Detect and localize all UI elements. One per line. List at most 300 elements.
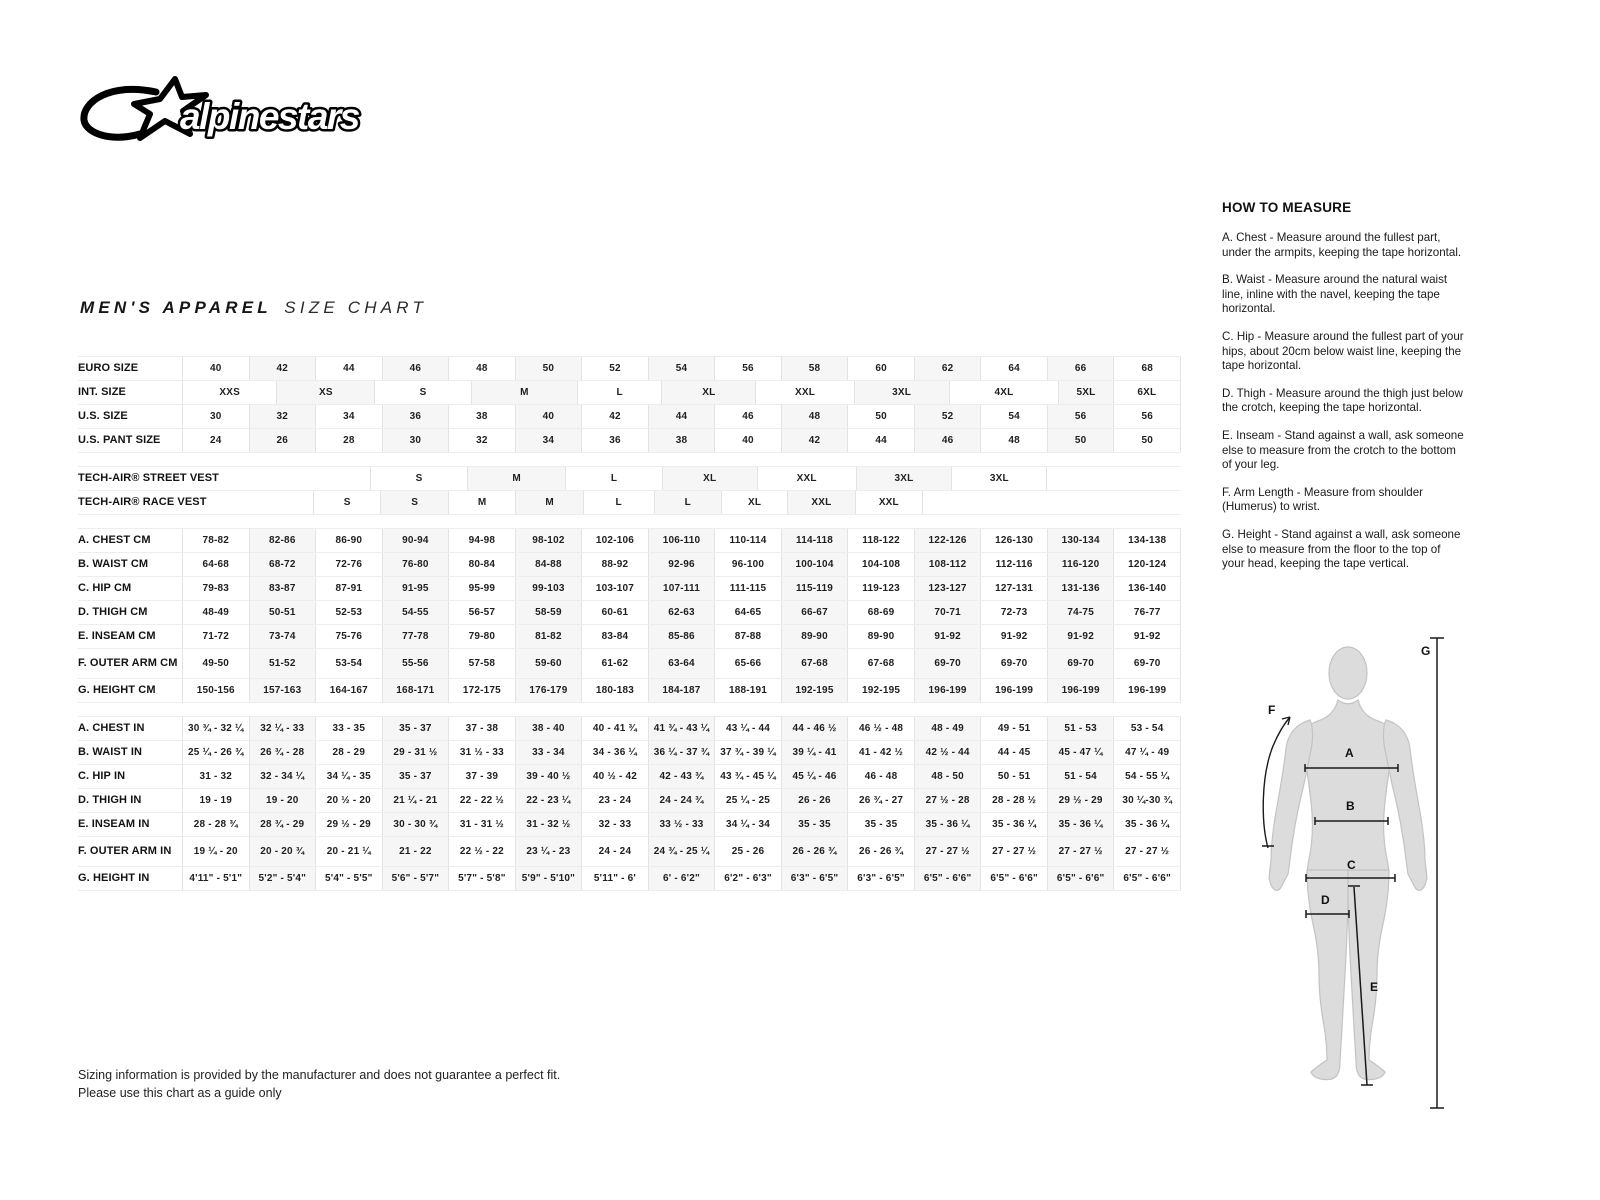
measure-item-waist: B. Waist - Measure around the natural waist line, inline with the navel, keeping the tape horizontal. xyxy=(1222,273,1448,316)
row-cells xyxy=(182,765,1181,788)
size-cell: 72-73 xyxy=(980,601,1047,624)
size-cell: 5XL xyxy=(1058,381,1112,404)
row-label-text: D. THIGH CM xyxy=(78,606,148,619)
how-to-measure-heading: HOW TO MEASURE xyxy=(1222,200,1352,215)
size-cell: S xyxy=(370,467,467,490)
size-cell: 41 - 42 ½ xyxy=(847,741,914,764)
size-cell: 131-136 xyxy=(1047,577,1114,600)
size-cell: 85-86 xyxy=(648,625,715,648)
size-cell: XXL xyxy=(757,467,856,490)
size-cell: 46 xyxy=(914,429,981,452)
row-cells xyxy=(182,577,1181,600)
size-cell xyxy=(182,491,313,514)
table-row xyxy=(78,528,1181,553)
size-cell: 27 - 27 ½ xyxy=(1047,837,1114,866)
size-cell: 54 xyxy=(648,357,715,380)
size-cell: 120-124 xyxy=(1113,553,1180,576)
size-cell: 79-83 xyxy=(182,577,249,600)
measurement-diagram xyxy=(1228,616,1558,1126)
size-cell: 95-99 xyxy=(448,577,515,600)
size-cell: 26 ¾ - 28 xyxy=(249,741,316,764)
size-cell: 6'3" - 6'5" xyxy=(847,867,914,890)
size-cell: 51-52 xyxy=(249,649,316,678)
row-label xyxy=(78,741,182,764)
size-cell: 52-53 xyxy=(315,601,382,624)
table-row xyxy=(78,466,1181,491)
size-cell: 44 xyxy=(847,429,914,452)
size-cell: 48 xyxy=(448,357,515,380)
size-cell: 184-187 xyxy=(648,679,715,702)
size-cell: 30 ¼-30 ¾ xyxy=(1113,789,1180,812)
size-cell: 35 - 36 ¼ xyxy=(914,813,981,836)
size-cell: 22 ½ - 22 xyxy=(448,837,515,866)
size-cell: 26 - 26 ¾ xyxy=(781,837,848,866)
size-cell: 90-94 xyxy=(382,529,449,552)
size-cell: 88-92 xyxy=(581,553,648,576)
size-cell: 33 ½ - 33 xyxy=(648,813,715,836)
size-cell: 40 xyxy=(515,405,582,428)
size-cell: 38 xyxy=(448,405,515,428)
size-cell: 69-70 xyxy=(914,649,981,678)
size-cell: 35 - 35 xyxy=(847,813,914,836)
row-label xyxy=(78,837,182,866)
size-cell: 68-69 xyxy=(847,601,914,624)
size-cell: 48 xyxy=(781,405,848,428)
size-cell: 69-70 xyxy=(1113,649,1180,678)
size-cell: 20 - 21 ¼ xyxy=(315,837,382,866)
size-cell: 61-62 xyxy=(581,649,648,678)
size-cell: 44 - 45 xyxy=(980,741,1047,764)
size-cell: 53 - 54 xyxy=(1113,717,1180,740)
size-cell: 86-90 xyxy=(315,529,382,552)
size-cell: 19 ¼ - 20 xyxy=(182,837,249,866)
size-cell: 44 - 46 ½ xyxy=(781,717,848,740)
size-cell: 46 - 48 xyxy=(847,765,914,788)
size-cell: 5'7" - 5'8" xyxy=(448,867,515,890)
size-cell: 51 - 53 xyxy=(1047,717,1114,740)
row-label-text: C. HIP CM xyxy=(78,582,132,595)
size-cell: 83-84 xyxy=(581,625,648,648)
size-cell: XXL xyxy=(855,491,922,514)
size-cell: 94-98 xyxy=(448,529,515,552)
size-cell: 32 xyxy=(249,405,316,428)
size-cell: 106-110 xyxy=(648,529,715,552)
size-cell: 43 ¾ - 45 ¼ xyxy=(714,765,781,788)
row-label-text: A. CHEST CM xyxy=(78,534,151,547)
label-c: C xyxy=(1347,858,1356,872)
size-cell: 64-68 xyxy=(182,553,249,576)
row-cells xyxy=(182,813,1181,836)
size-cell: 107-111 xyxy=(648,577,715,600)
size-cell: 164-167 xyxy=(315,679,382,702)
size-cell: 43 ¼ - 44 xyxy=(714,717,781,740)
size-cell xyxy=(922,491,1181,514)
size-cell: L xyxy=(565,467,661,490)
size-cell: M xyxy=(448,491,515,514)
size-cell: 6'3" - 6'5" xyxy=(781,867,848,890)
size-cell: 34 ¼ - 34 xyxy=(714,813,781,836)
size-cell: 35 - 35 xyxy=(781,813,848,836)
row-label xyxy=(78,529,182,552)
size-cell: 54-55 xyxy=(382,601,449,624)
size-cell: 35 - 37 xyxy=(382,765,449,788)
row-label-text: E. INSEAM IN xyxy=(78,818,150,831)
size-cell: 36 xyxy=(382,405,449,428)
size-cell: 127-131 xyxy=(980,577,1047,600)
size-cell: 116-120 xyxy=(1047,553,1114,576)
size-cell: 29 ½ - 29 xyxy=(1047,789,1114,812)
row-label-text: TECH-AIR® STREET VEST xyxy=(78,472,219,485)
measure-item-inseam: E. Inseam - Stand against a wall, ask someone else to measure from the crotch to the bottom of your leg. xyxy=(1222,428,1464,472)
size-cell: 6'5" - 6'6" xyxy=(914,867,981,890)
size-cell: 104-108 xyxy=(847,553,914,576)
disclaimer-line-1: Sizing information is provided by the manufacturer and does not guarantee a perfect fit. xyxy=(78,1068,561,1082)
size-cell: 35 - 36 ¼ xyxy=(1113,813,1180,836)
size-cell: 35 - 36 ¼ xyxy=(1047,813,1114,836)
size-cell: 180-183 xyxy=(581,679,648,702)
size-cell: 119-123 xyxy=(847,577,914,600)
size-cell: 26 ¾ - 27 xyxy=(847,789,914,812)
table-row xyxy=(78,716,1181,741)
size-cell: 31 - 32 xyxy=(182,765,249,788)
label-f: F xyxy=(1268,703,1276,717)
size-cell: 48 - 49 xyxy=(914,717,981,740)
size-cell: 87-91 xyxy=(315,577,382,600)
size-cell: 68-72 xyxy=(249,553,316,576)
size-cell: S xyxy=(374,381,470,404)
size-cell: 27 ½ - 28 xyxy=(914,789,981,812)
size-cell: 22 - 22 ½ xyxy=(448,789,515,812)
row-label-text: U.S. PANT SIZE xyxy=(78,434,161,447)
size-cell: 80-84 xyxy=(448,553,515,576)
size-cell: 64 xyxy=(980,357,1047,380)
size-cell: 34 - 36 ¼ xyxy=(581,741,648,764)
size-cell: 36 xyxy=(581,429,648,452)
size-cell: 83-87 xyxy=(249,577,316,600)
size-cell: 50 xyxy=(847,405,914,428)
label-a: A xyxy=(1345,746,1354,760)
row-cells xyxy=(182,837,1181,866)
page-title-sub: SIZE CHART xyxy=(284,298,428,317)
row-cells xyxy=(182,601,1181,624)
size-cell: 4'11" - 5'1" xyxy=(182,867,249,890)
size-cell: 47 ¼ - 49 xyxy=(1113,741,1180,764)
size-cell: 45 ¼ - 46 xyxy=(781,765,848,788)
row-label xyxy=(78,679,182,702)
size-cell: 3XL xyxy=(951,467,1046,490)
row-cells xyxy=(182,625,1181,648)
size-cell: 48 xyxy=(980,429,1047,452)
size-cell: 196-199 xyxy=(1113,679,1180,702)
size-cell: 72-76 xyxy=(315,553,382,576)
size-cell: 76-80 xyxy=(382,553,449,576)
size-cell: 91-92 xyxy=(980,625,1047,648)
size-cell: 19 - 19 xyxy=(182,789,249,812)
size-cell: 157-163 xyxy=(249,679,316,702)
row-label xyxy=(78,813,182,836)
row-label-text: G. HEIGHT CM xyxy=(78,684,156,697)
size-cell: 63-64 xyxy=(648,649,715,678)
size-cell: M xyxy=(467,467,565,490)
size-cell: 46 ½ - 48 xyxy=(847,717,914,740)
size-cell: 21 - 22 xyxy=(382,837,449,866)
disclaimer-line-2: Please use this chart as a guide only xyxy=(78,1086,282,1100)
size-cell: 28 - 29 xyxy=(315,741,382,764)
size-cell: 91-92 xyxy=(1113,625,1180,648)
size-cell: 20 ½ - 20 xyxy=(315,789,382,812)
size-cell: 28 ¾ - 29 xyxy=(249,813,316,836)
size-cell: 57-58 xyxy=(448,649,515,678)
size-cell: 50-51 xyxy=(249,601,316,624)
size-cell: 5'11" - 6' xyxy=(581,867,648,890)
size-cell: 40 xyxy=(182,357,249,380)
measure-item-height: G. Height - Stand against a wall, ask someone else to measure from the floor to the top of your head, keeping the tape vertical. xyxy=(1222,527,1461,571)
row-label xyxy=(78,491,207,514)
size-cell: 31 - 31 ½ xyxy=(448,813,515,836)
table-section xyxy=(78,356,1181,453)
size-cell: 60 xyxy=(847,357,914,380)
row-label-text: TECH-AIR® RACE VEST xyxy=(78,496,207,509)
size-cell: 60-61 xyxy=(581,601,648,624)
size-cell: 56 xyxy=(1047,405,1114,428)
size-cell: 89-90 xyxy=(847,625,914,648)
row-label xyxy=(78,649,182,678)
size-cell: 33 - 34 xyxy=(515,741,582,764)
size-cell: 27 - 27 ½ xyxy=(980,837,1047,866)
size-cell: M xyxy=(471,381,578,404)
size-cell: 37 ¾ - 39 ¼ xyxy=(714,741,781,764)
row-label-text: EURO SIZE xyxy=(78,362,139,375)
size-cell: XXS xyxy=(182,381,276,404)
size-cell: 39 ¼ - 41 xyxy=(781,741,848,764)
size-cell: 19 - 20 xyxy=(249,789,316,812)
size-cell: 35 - 37 xyxy=(382,717,449,740)
row-cells xyxy=(182,741,1181,764)
size-cell: 26 - 26 ¾ xyxy=(847,837,914,866)
size-cell: 66 xyxy=(1047,357,1114,380)
size-cell: 56-57 xyxy=(448,601,515,624)
measure-item-hip: C. Hip - Measure around the fullest part of your hips, about 20cm below waist line, keeping the tape horizontal. xyxy=(1222,329,1464,373)
label-b: B xyxy=(1346,799,1355,813)
size-cell: 69-70 xyxy=(1047,649,1114,678)
size-cell: 176-179 xyxy=(515,679,582,702)
size-cell: 34 xyxy=(515,429,582,452)
size-cell: 126-130 xyxy=(980,529,1047,552)
row-label xyxy=(78,381,182,404)
size-cell: 32 xyxy=(448,429,515,452)
table-section xyxy=(78,528,1181,703)
size-cell: 25 - 26 xyxy=(714,837,781,866)
size-cell: 41 ¾ - 43 ¼ xyxy=(648,717,715,740)
size-cell: 42 - 43 ¾ xyxy=(648,765,715,788)
table-row xyxy=(78,405,1181,429)
label-e: E xyxy=(1370,980,1379,994)
row-label-text: D. THIGH IN xyxy=(78,794,142,807)
row-label xyxy=(78,577,182,600)
size-cell: 50 xyxy=(1047,429,1114,452)
size-cell: 26 xyxy=(249,429,316,452)
row-label xyxy=(78,405,182,428)
size-cell: 91-95 xyxy=(382,577,449,600)
size-cell: 21 ¼ - 21 xyxy=(382,789,449,812)
size-cell: 23 ¼ - 23 xyxy=(515,837,582,866)
size-cell: 73-74 xyxy=(249,625,316,648)
row-label xyxy=(78,867,182,890)
size-cell: 52 xyxy=(914,405,981,428)
row-label-text: B. WAIST CM xyxy=(78,558,149,571)
size-cell: 34 ¼ - 35 xyxy=(315,765,382,788)
size-cell: 5'2" - 5'4" xyxy=(249,867,316,890)
size-cell: 5'9" - 5'10" xyxy=(515,867,582,890)
size-cell: 68 xyxy=(1113,357,1180,380)
size-cell: 67-68 xyxy=(781,649,848,678)
row-label-text: C. HIP IN xyxy=(78,770,126,783)
size-cell: L xyxy=(654,491,721,514)
row-cells xyxy=(182,789,1181,812)
size-cell: 42 ½ - 44 xyxy=(914,741,981,764)
size-cell: 4XL xyxy=(949,381,1059,404)
size-cell: 49 - 51 xyxy=(980,717,1047,740)
size-cell: 5'4" - 5'5" xyxy=(315,867,382,890)
size-cell: 23 - 24 xyxy=(581,789,648,812)
size-cell: 42 xyxy=(781,429,848,452)
table-row xyxy=(78,765,1181,789)
size-cell: 115-119 xyxy=(781,577,848,600)
size-cell: S xyxy=(313,491,380,514)
row-label xyxy=(78,765,182,788)
row-cells xyxy=(182,429,1181,452)
row-label-text: F. OUTER ARM IN xyxy=(78,845,172,858)
size-cell: XL xyxy=(721,491,787,514)
measure-item-arm: F. Arm Length - Measure from shoulder (Humerus) to wrist. xyxy=(1222,485,1424,514)
size-cell: 110-114 xyxy=(714,529,781,552)
size-cell: 150-156 xyxy=(182,679,249,702)
size-cell: 56 xyxy=(714,357,781,380)
size-cell: 196-199 xyxy=(914,679,981,702)
label-d: D xyxy=(1321,893,1330,907)
row-cells xyxy=(182,553,1181,576)
size-cell: XXL xyxy=(787,491,854,514)
size-cell: 27 - 27 ½ xyxy=(914,837,981,866)
row-label-text: F. OUTER ARM CM xyxy=(78,657,178,670)
table-row xyxy=(78,381,1181,405)
size-cell: 123-127 xyxy=(914,577,981,600)
size-cell: XS xyxy=(276,381,374,404)
size-cell: 172-175 xyxy=(448,679,515,702)
table-row xyxy=(78,813,1181,837)
size-cell: 82-86 xyxy=(249,529,316,552)
table-row xyxy=(78,577,1181,601)
measure-item-chest: A. Chest - Measure around the fullest part, under the armpits, keeping the tape horizontal. xyxy=(1222,231,1462,259)
size-cell: 31 - 32 ½ xyxy=(515,813,582,836)
size-cell: 24 xyxy=(182,429,249,452)
size-cell: 28 xyxy=(315,429,382,452)
size-cell: 59-60 xyxy=(515,649,582,678)
size-cell: 58 xyxy=(781,357,848,380)
row-label xyxy=(78,789,182,812)
size-cell: XL xyxy=(661,381,755,404)
size-cell: 69-70 xyxy=(980,649,1047,678)
size-cell: 168-171 xyxy=(382,679,449,702)
size-cell: 37 - 39 xyxy=(448,765,515,788)
size-cell: 118-122 xyxy=(847,529,914,552)
size-cell: 24 - 24 xyxy=(581,837,648,866)
size-cell: 75-76 xyxy=(315,625,382,648)
size-cell: 81-82 xyxy=(515,625,582,648)
size-cell: 77-78 xyxy=(382,625,449,648)
size-cell: 130-134 xyxy=(1047,529,1114,552)
size-cell: 25 ¼ - 26 ¾ xyxy=(182,741,249,764)
table-row xyxy=(78,741,1181,765)
size-cell: 122-126 xyxy=(914,529,981,552)
size-cell: 32 - 33 xyxy=(581,813,648,836)
size-cell: 71-72 xyxy=(182,625,249,648)
row-cells xyxy=(182,529,1181,552)
size-cell: M xyxy=(515,491,582,514)
size-cell: 65-66 xyxy=(714,649,781,678)
size-cell: 54 - 55 ¼ xyxy=(1113,765,1180,788)
size-cell: 22 - 23 ¼ xyxy=(515,789,582,812)
size-cell: 52 xyxy=(581,357,648,380)
size-cell: 3XL xyxy=(854,381,949,404)
size-cell: 196-199 xyxy=(980,679,1047,702)
size-cell: 91-92 xyxy=(1047,625,1114,648)
how-to-measure-panel xyxy=(1222,200,1464,585)
row-cells xyxy=(182,357,1181,380)
size-cell: 25 ¼ - 25 xyxy=(714,789,781,812)
size-cell: 42 xyxy=(581,405,648,428)
size-cell: 30 xyxy=(382,429,449,452)
alpinestars-logo-graphic xyxy=(76,76,366,152)
size-cell: 34 xyxy=(315,405,382,428)
size-cell xyxy=(1046,467,1181,490)
size-cell: 91-92 xyxy=(914,625,981,648)
size-cell: 32 - 34 ¼ xyxy=(249,765,316,788)
size-cell: 136-140 xyxy=(1113,577,1180,600)
row-cells xyxy=(182,867,1181,890)
size-cell: 89-90 xyxy=(781,625,848,648)
row-label-text: G. HEIGHT IN xyxy=(78,872,150,885)
size-cell: 45 - 47 ¼ xyxy=(1047,741,1114,764)
size-cell: 28 - 28 ½ xyxy=(980,789,1047,812)
size-cell: 32 ¼ - 33 xyxy=(249,717,316,740)
size-cell: L xyxy=(577,381,661,404)
size-cell: 36 ¼ - 37 ¾ xyxy=(648,741,715,764)
size-cell: 70-71 xyxy=(914,601,981,624)
size-cell: 44 xyxy=(315,357,382,380)
row-label-text: A. CHEST IN xyxy=(78,722,145,735)
row-label xyxy=(78,467,219,490)
table-row xyxy=(78,837,1181,867)
alpinestars-logo xyxy=(76,76,366,157)
size-cell: 103-107 xyxy=(581,577,648,600)
size-cell: 28 - 28 ¾ xyxy=(182,813,249,836)
size-cell: 40 xyxy=(714,429,781,452)
size-cell: 64-65 xyxy=(714,601,781,624)
size-cell: 5'6" - 5'7" xyxy=(382,867,449,890)
size-cell: 44 xyxy=(648,405,715,428)
row-label-text: U.S. SIZE xyxy=(78,410,128,423)
disclaimer xyxy=(78,1066,560,1102)
size-cell: 111-115 xyxy=(714,577,781,600)
size-cell: 55-56 xyxy=(382,649,449,678)
size-cell: 102-106 xyxy=(581,529,648,552)
body-diagram xyxy=(1228,616,1558,1121)
size-cell: 112-116 xyxy=(980,553,1047,576)
row-cells xyxy=(182,491,1181,514)
size-cell: 46 xyxy=(382,357,449,380)
row-cells xyxy=(182,467,1181,490)
